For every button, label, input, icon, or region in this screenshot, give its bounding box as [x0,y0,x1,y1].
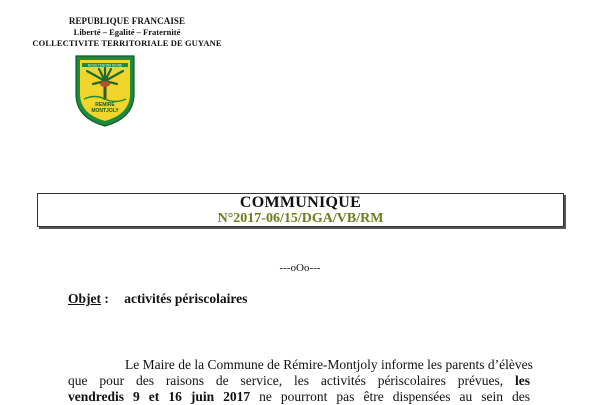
subject-text: activités périscolaires [124,291,248,306]
subject-label: Objet [68,291,101,306]
subject-line [68,291,247,307]
body-line-3-dates: vendredis 9 et 16 juin 2017 [68,389,251,404]
body-line-2-bold: les [515,373,531,388]
subject-colon: : [104,291,109,306]
separator: ---oOo--- [279,262,321,274]
banner-text: NOUS TENONS DIGNE [87,63,123,68]
communique-title-box [37,193,564,227]
motto-label: Liberté – Egalité – Fraternité [73,27,181,37]
document-reference: N°2017-06/15/DGA/VB/RM [217,211,384,226]
body-line-2 [68,373,530,389]
body-paragraph [68,357,533,405]
collectivity-label: COLLECTIVITE TERRITORIALE DE GUYANE [32,38,222,48]
body-line-3 [68,389,530,405]
coat-of-arms-icon [73,54,137,128]
letterhead [32,16,222,49]
logo-name-line2: MONTJOLY [91,108,119,114]
republic-label: REPUBLIQUE FRANCAISE [68,16,186,26]
logo-name-line1: REMIRE [95,102,115,108]
body-line-3-text: ne pourront pas être dispensées au sein des [259,389,530,404]
body-line-2-text: que pour des raisons de service, les activités périscolaires prévues, [68,373,504,388]
document-title: COMMUNIQUE [239,194,362,211]
body-line-1: Le Maire de la Commune de Rémire-Montjoly informe les parents d’élèves [125,357,533,372]
